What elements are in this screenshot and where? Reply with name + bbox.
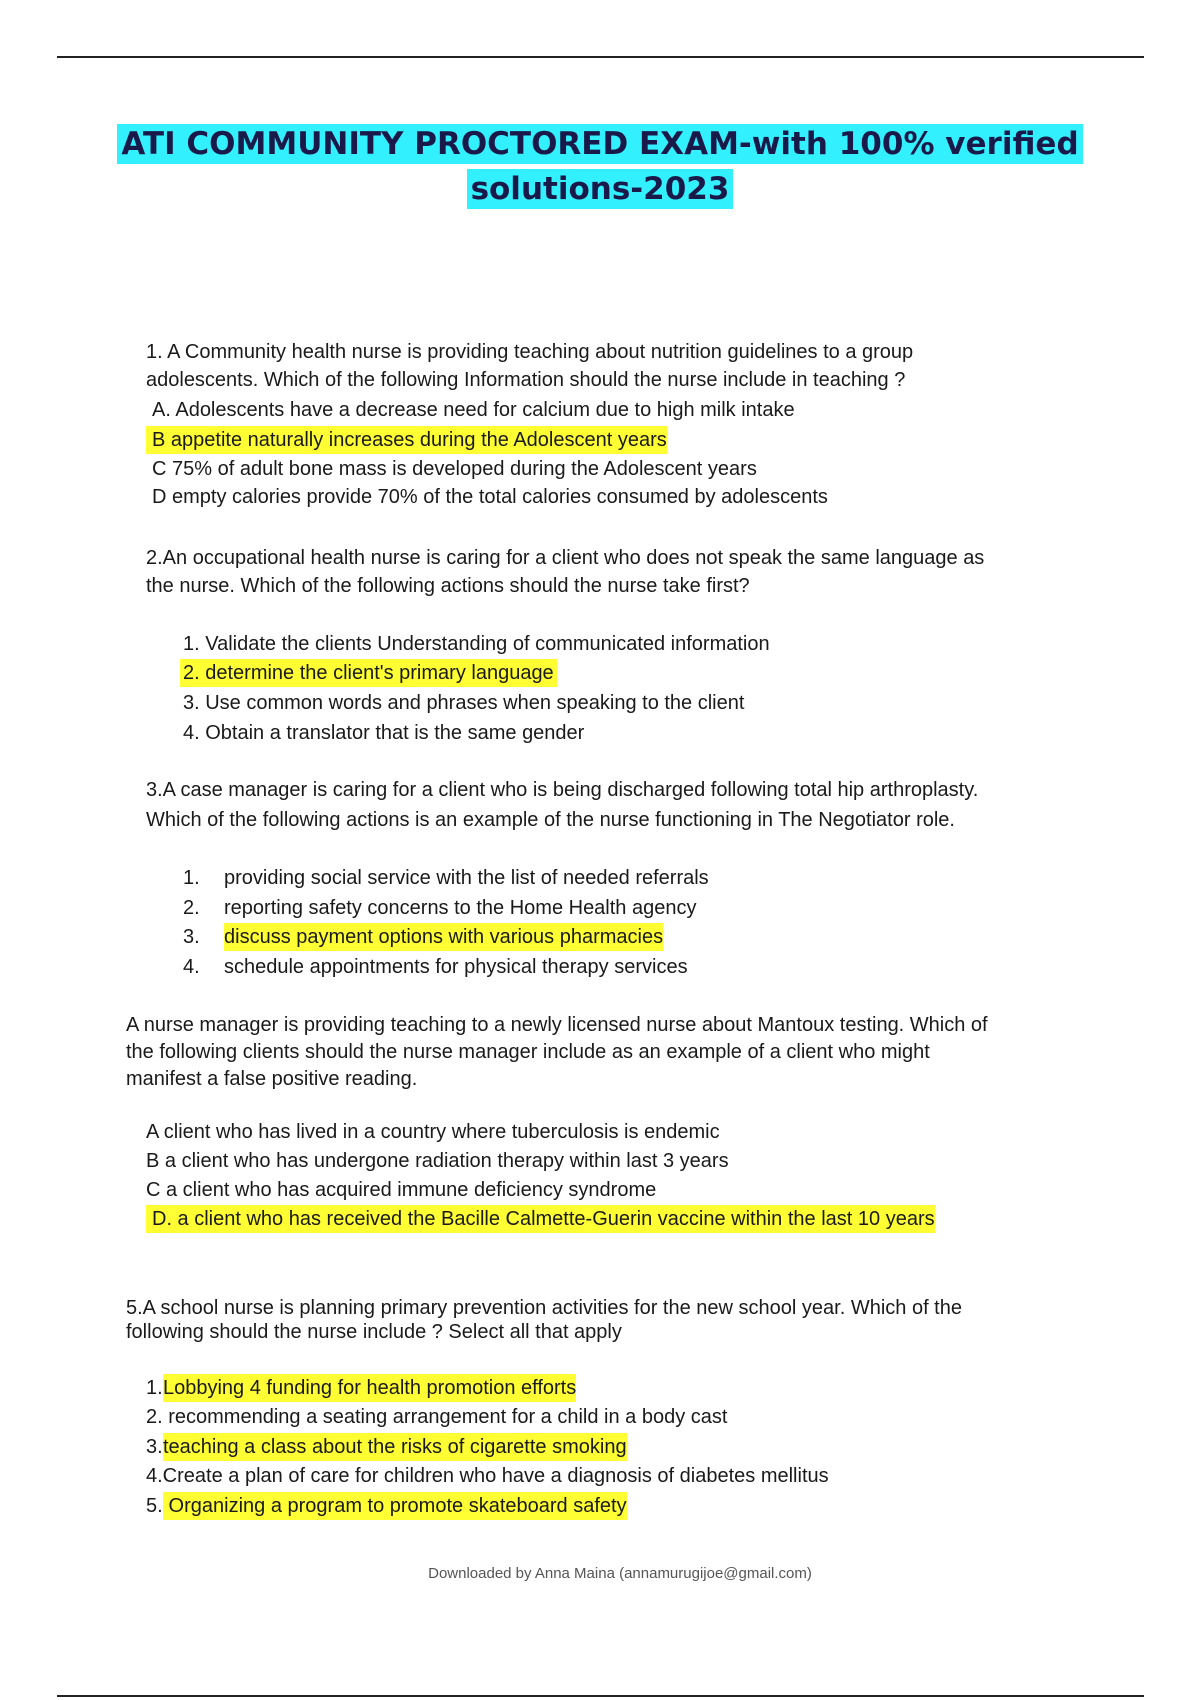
- q4-option-a: A client who has lived in a country where tuberculosis is endemic: [146, 1121, 720, 1143]
- q3-option-2-number: 2.: [183, 897, 200, 919]
- q5-option-2: 2. recommending a seating arrangement for a child in a body cast: [146, 1406, 728, 1428]
- q4-option-b: B a client who has undergone radiation therapy within last 3 years: [146, 1150, 729, 1172]
- q1-option-c: C 75% of adult bone mass is developed during the Adolescent years: [152, 458, 757, 480]
- q4-stem-line-1: A nurse manager is providing teaching to a newly licensed nurse about Mantoux testing. Which of: [126, 1014, 988, 1036]
- q2-option-2-correct: 2. determine the client's primary language: [180, 659, 557, 687]
- q5-option-3-correct: teaching a class about the risks of cigarette smoking: [163, 1433, 627, 1461]
- q3-option-4: schedule appointments for physical therapy services: [224, 956, 688, 978]
- download-attribution: Downloaded by Anna Maina (annamurugijoe@gmail.com): [428, 1565, 812, 1582]
- q1-option-b-correct: B appetite naturally increases during the Adolescent years: [146, 426, 667, 454]
- top-rule: [57, 56, 1144, 58]
- q3-stem-line-1: 3.A case manager is caring for a client who is being discharged following total hip arthroplasty.: [146, 779, 979, 801]
- q4-stem-line-2: the following clients should the nurse manager include as an example of a client who might: [126, 1041, 930, 1063]
- q3-option-2: reporting safety concerns to the Home Health agency: [224, 897, 697, 919]
- q5-option-3-number: 3.: [146, 1436, 163, 1458]
- q1-stem-line-2: adolescents. Which of the following Information should the nurse include in teaching ?: [146, 369, 906, 391]
- q5-option-5-number: 5.: [146, 1495, 163, 1517]
- q2-option-1: 1. Validate the clients Understanding of communicated information: [183, 633, 770, 655]
- q2-stem-line-2: the nurse. Which of the following actions should the nurse take first?: [146, 575, 750, 597]
- q5-option-5-correct: Organizing a program to promote skateboard safety: [163, 1492, 627, 1520]
- q1-option-a: A. Adolescents have a decrease need for calcium due to high milk intake: [152, 399, 795, 421]
- q3-option-4-number: 4.: [183, 956, 200, 978]
- bottom-rule: [57, 1695, 1144, 1697]
- q2-option-3: 3. Use common words and phrases when speaking to the client: [183, 692, 745, 714]
- q5-option-1-number: 1.: [146, 1377, 163, 1399]
- q5-stem-line-2: following should the nurse include ? Select all that apply: [126, 1321, 622, 1343]
- q5-option-1-correct: Lobbying 4 funding for health promotion efforts: [163, 1374, 576, 1402]
- q1-option-d: D empty calories provide 70% of the total calories consumed by adolescents: [152, 486, 828, 508]
- q5-stem-line-1: 5.A school nurse is planning primary prevention activities for the new school year. Which of the: [126, 1297, 962, 1319]
- q5-option-4: 4.Create a plan of care for children who have a diagnosis of diabetes mellitus: [146, 1465, 829, 1487]
- q3-option-1-number: 1.: [183, 867, 200, 889]
- q3-option-3-number: 3.: [183, 926, 200, 948]
- q4-option-d-correct: D. a client who has received the Bacille Calmette-Guerin vaccine within the last 10 years: [146, 1205, 935, 1233]
- q2-stem-line-1: 2.An occupational health nurse is caring for a client who does not speak the same language as: [146, 547, 985, 569]
- document-title: [0, 122, 1200, 212]
- q3-option-3-correct: discuss payment options with various pharmacies: [224, 923, 663, 951]
- title-line-2: solutions-2023: [467, 169, 734, 209]
- q3-stem-line-2: Which of the following actions is an example of the nurse functioning in The Negotiator role.: [146, 809, 955, 831]
- q4-stem-line-3: manifest a false positive reading.: [126, 1068, 418, 1090]
- q1-stem-line-1: 1. A Community health nurse is providing teaching about nutrition guidelines to a group: [146, 341, 914, 363]
- title-line-1: ATI COMMUNITY PROCTORED EXAM-with 100% verified: [117, 124, 1082, 164]
- q3-option-1: providing social service with the list of needed referrals: [224, 867, 709, 889]
- q2-option-4: 4. Obtain a translator that is the same gender: [183, 722, 585, 744]
- q4-option-c: C a client who has acquired immune deficiency syndrome: [146, 1179, 657, 1201]
